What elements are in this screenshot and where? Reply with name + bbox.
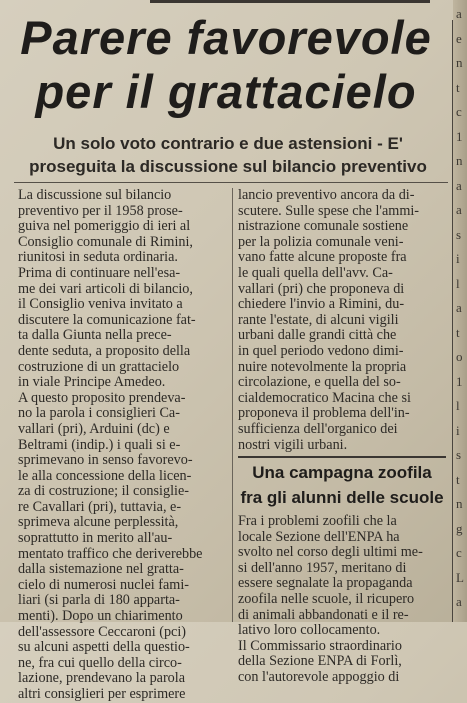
text-line: cialdemocratico Macina che si [238, 389, 411, 406]
sub-article-rule-top [238, 456, 446, 458]
subheadline-line-2: proseguita la discussione sul bilancio preventivo [29, 157, 427, 176]
text-line: nuire notevolmente la propria [238, 358, 407, 375]
text-line: nistrazione comunale sostiene [238, 218, 409, 235]
text-line: dalla sistemazione nel gratta- [18, 561, 184, 578]
text-line: nostri vigili urbani. [238, 436, 348, 453]
adjacent-glyph: s [456, 226, 462, 242]
adjacent-glyph: t [456, 324, 460, 340]
text-line: discutere la comunicazione fat- [18, 311, 196, 328]
adjacent-glyph: t [456, 79, 460, 95]
text-line: sprimevano in senso favorevo- [18, 452, 193, 469]
text-line: con l'autorevole appoggio di [238, 668, 400, 685]
adjacent-glyph: n [456, 153, 463, 168]
text-line: scutere. Sulle spese che l'ammi- [238, 202, 420, 219]
adjacent-glyph: i [456, 251, 460, 266]
text-line: in viale Principe Amedeo. [18, 374, 166, 391]
text-line: Consiglio comunale di Rimini, [18, 233, 193, 250]
left-article-column [18, 188, 228, 703]
right-article-column [238, 188, 446, 453]
text-line: si dell'anno 1957, meritano di [238, 559, 407, 576]
text-line: Il Commissario straordinario [238, 637, 402, 654]
adjacent-glyph: a [456, 6, 462, 21]
section-rule [14, 182, 448, 183]
text-line: lativo loro collocamento. [238, 622, 381, 639]
text-line: su alcuni aspetti della questio- [18, 639, 190, 656]
adjacent-glyph: a [456, 300, 462, 315]
text-line: A questo proposito prendeva- [18, 389, 186, 406]
text-line: liari (si parla di 180 apparta- [18, 592, 180, 609]
adjacent-glyph: e [456, 30, 462, 46]
adjacent-glyph: n [456, 55, 463, 70]
adjacent-glyph: i [456, 422, 460, 438]
text-line: locale Sezione dell'ENPA ha [238, 528, 400, 545]
adjacent-glyph: L [456, 569, 464, 585]
text-line: zoofila nelle scuole, il ricupero [238, 590, 415, 607]
adjacent-glyph: o [456, 349, 463, 364]
text-line: dell'assessore Ceccaroni (pci) [18, 623, 187, 640]
adjacent-column-fragment [453, 0, 467, 622]
text-line: Fra i problemi zoofili che la [238, 513, 397, 529]
adjacent-glyph: n [456, 496, 463, 511]
text-line: re Cavallari (pri), tuttavia, e- [18, 498, 182, 515]
text-line: preventivo per il 1958 prose- [18, 202, 183, 219]
text-line: vallari (pri) che proponeva di [238, 280, 405, 297]
text-line: riunitosi in seduta ordinaria. [18, 249, 178, 266]
text-line: cielo di numerosi nuclei fami- [18, 576, 189, 593]
text-line: guiva nel pomeriggio di ieri al [18, 218, 191, 235]
text-line: ta dalla Giunta nella prece- [18, 327, 172, 344]
text-line: no la parola i consiglieri Ca- [18, 405, 180, 422]
column-divider [232, 188, 233, 622]
text-line: lancio preventivo ancora da di- [238, 187, 415, 203]
sub-article-title-line-2: fra gli alunni delle scuole [240, 488, 444, 507]
text-line: me dei vari articoli di bilancio, [18, 280, 193, 297]
text-line: ne, fra cui quello della circo- [18, 654, 182, 671]
text-line: altri consiglieri per esprimere [18, 686, 186, 702]
adjacent-glyph: 1 [456, 128, 463, 144]
text-line: lazione, prendevano la parola [18, 670, 186, 687]
sub-article-body [238, 514, 446, 686]
adjacent-glyph: a [456, 594, 462, 609]
headline-line-1: Parere favorevole [20, 11, 432, 64]
text-line: le alla concessione della licen- [18, 467, 192, 484]
sub-article-title-line-1: Una campagna zoofila [252, 463, 432, 482]
adjacent-glyph: l [456, 398, 460, 413]
text-line: Prima di continuare nell'esa- [18, 264, 181, 281]
text-line: mentato traffico che deriverebbe [18, 545, 203, 562]
adjacent-glyph: g [456, 520, 463, 536]
text-line: sufficienza dell'organico dei [238, 420, 398, 437]
text-line: per la polizia comunale veni- [238, 233, 404, 250]
adjacent-glyph: s [456, 447, 462, 462]
adjacent-glyph: l [456, 275, 460, 291]
text-line: costruzione di un grattacielo [18, 358, 180, 375]
text-line: vano fatte alcune proposte fra [238, 249, 407, 266]
text-line: in quel periodo vedono dimi- [238, 342, 404, 359]
adjacent-glyph: a [456, 202, 462, 217]
text-line: menti). Dopo un chiarimento [18, 608, 183, 625]
text-line: soprattutto in merito all'au- [18, 530, 173, 547]
headline-line-2: per il grattacielo [35, 65, 417, 118]
text-line: dente seduta, a proposito della [18, 342, 191, 359]
text-line: circolazione, e quella del so- [238, 374, 401, 391]
text-line: della Sezione ENPA di Forlì, [238, 653, 402, 670]
text-line: sprimeva alcune perplessità, [18, 514, 179, 531]
text-line: La discussione sul bilancio [18, 187, 172, 203]
text-line: Beltrami (indip.) i quali si e- [18, 436, 181, 453]
text-line: vallari (pri), Arduini (dc) e [18, 420, 170, 437]
text-line: svolto nel corso degli ultimi me- [238, 544, 423, 561]
text-line: il Consiglio veniva invitato a [18, 296, 183, 313]
top-rule [150, 0, 430, 3]
adjacent-glyph: c [456, 545, 462, 560]
subheadline-line-1: Un solo voto contrario e due astensioni - E' [53, 134, 403, 153]
adjacent-glyph: a [456, 177, 462, 193]
text-line: di animali abbandonati e il re- [238, 606, 409, 623]
text-line: le quali quella dell'avv. Ca- [238, 264, 393, 281]
text-line: proponeva il problema dell'in- [238, 405, 410, 422]
text-line: chiedere l'invio a Rimini, du- [238, 296, 405, 313]
text-line: rante l'estate, di alcuni vigili [238, 311, 399, 328]
adjacent-glyph: t [456, 471, 460, 487]
text-line: essere segnalate la propaganda [238, 575, 413, 592]
text-line: urbani dalle grandi città che [238, 327, 397, 344]
adjacent-glyph: 1 [456, 373, 463, 389]
adjacent-glyph: c [456, 104, 462, 119]
text-line: za di costruzione; il consiglie- [18, 483, 189, 500]
